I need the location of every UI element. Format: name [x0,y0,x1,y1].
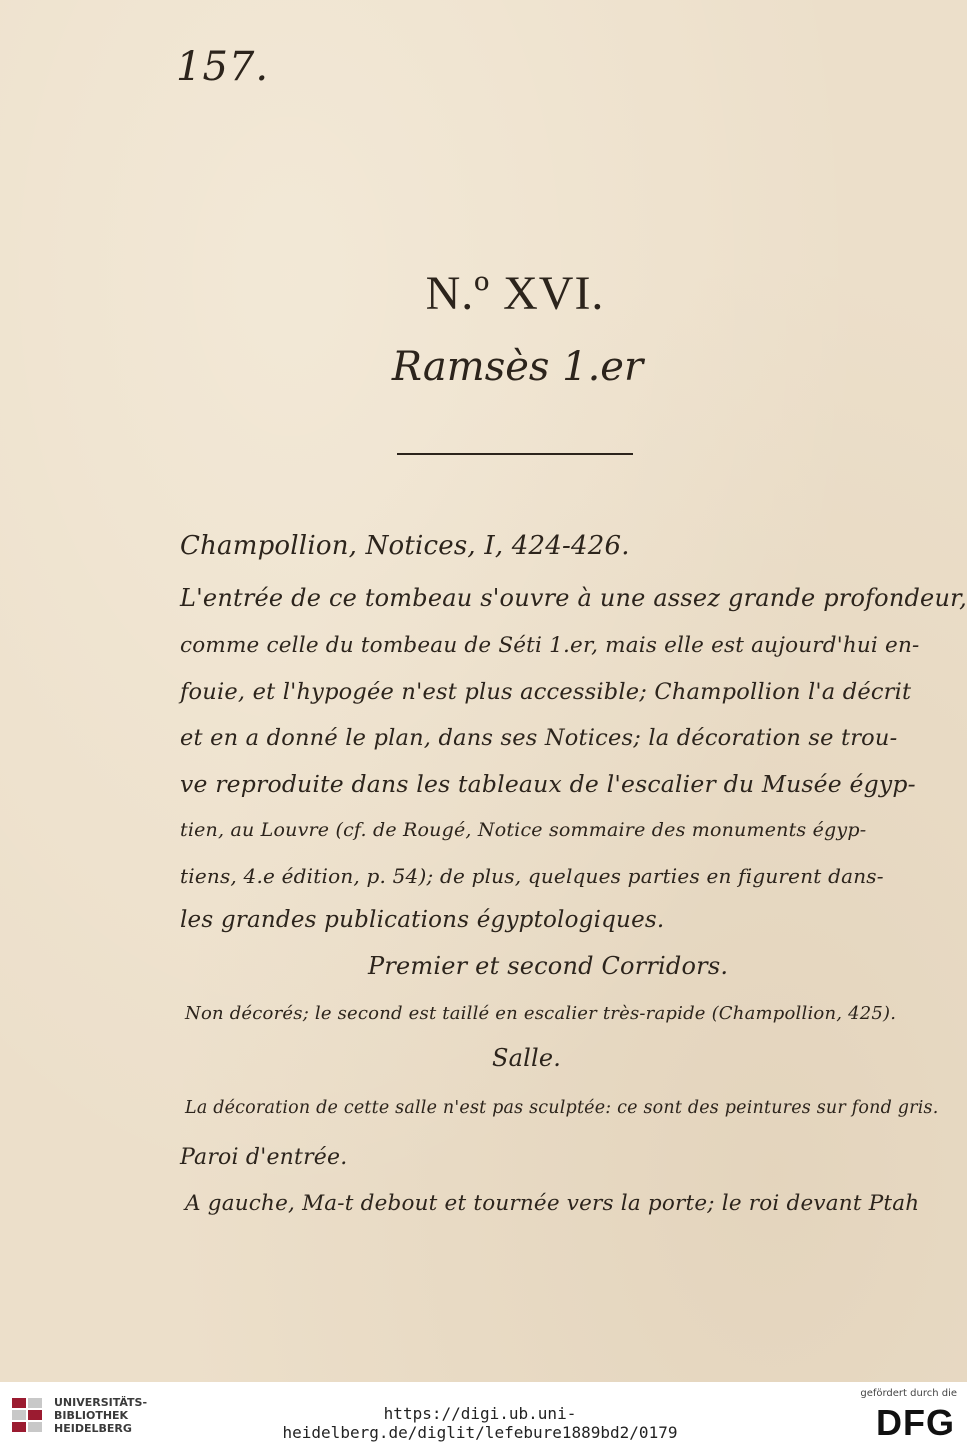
text-line: tiens, 4.e édition, p. 54); de plus, quelques parties en figurent dans- [180,864,884,888]
text-line: L'entrée de ce tombeau s'ouvre à une assez grande profondeur, [180,584,967,612]
library-name-line: UNIVERSITÄTS- [54,1396,148,1409]
text-line: Champollion, Notices, I, 424-426. [180,531,630,561]
section-number: N.º XVI. [425,267,605,320]
library-name [54,1396,147,1435]
title-divider [397,453,633,455]
footer-bar [0,1382,967,1450]
section-title: Ramsès 1.er [391,344,644,390]
text-line: ve reproduite dans les tableaux de l'escalier du Musée égyp- [180,770,916,798]
text-line: et en a donné le plan, dans ses Notices; la décoration se trou- [180,725,898,751]
library-logo-icon [10,1392,46,1438]
text-line: Non décorés; le second est taillé en escalier très-rapide (Champollion, 425). [185,1003,897,1024]
subheading-salle: Salle. [492,1044,562,1072]
text-line: La décoration de cette salle n'est pas sculptée: ce sont des peintures sur fond gris. [185,1098,939,1118]
subheading-corridors: Premier et second Corridors. [368,952,729,980]
dfg-logo: DFG [876,1402,955,1443]
document-url-link[interactable]: https://digi.ub.uni-heidelberg.de/diglit/lefebure1889bd2/0179 [282,1404,678,1442]
library-name-line: BIBLIOTHEK [54,1409,129,1422]
subheading-paroi: Paroi d'entrée. [180,1145,348,1170]
text-line: fouie, et l'hypogée n'est plus accessible; Champollion l'a décrit [180,679,912,705]
text-line: tien, au Louvre (cf. de Rougé, Notice sommaire des monuments égyp- [180,819,867,841]
text-line: comme celle du tombeau de Séti 1.er, mais elle est aujourd'hui en- [180,633,920,658]
funded-by-label: gefördert durch die [860,1388,957,1399]
library-name-line: HEIDELBERG [54,1422,132,1435]
page-number: 157. [176,44,270,90]
text-line: les grandes publications égyptologiques. [180,907,665,933]
text-line: A gauche, Ma-t debout et tournée vers la porte; le roi devant Ptah [185,1191,920,1216]
